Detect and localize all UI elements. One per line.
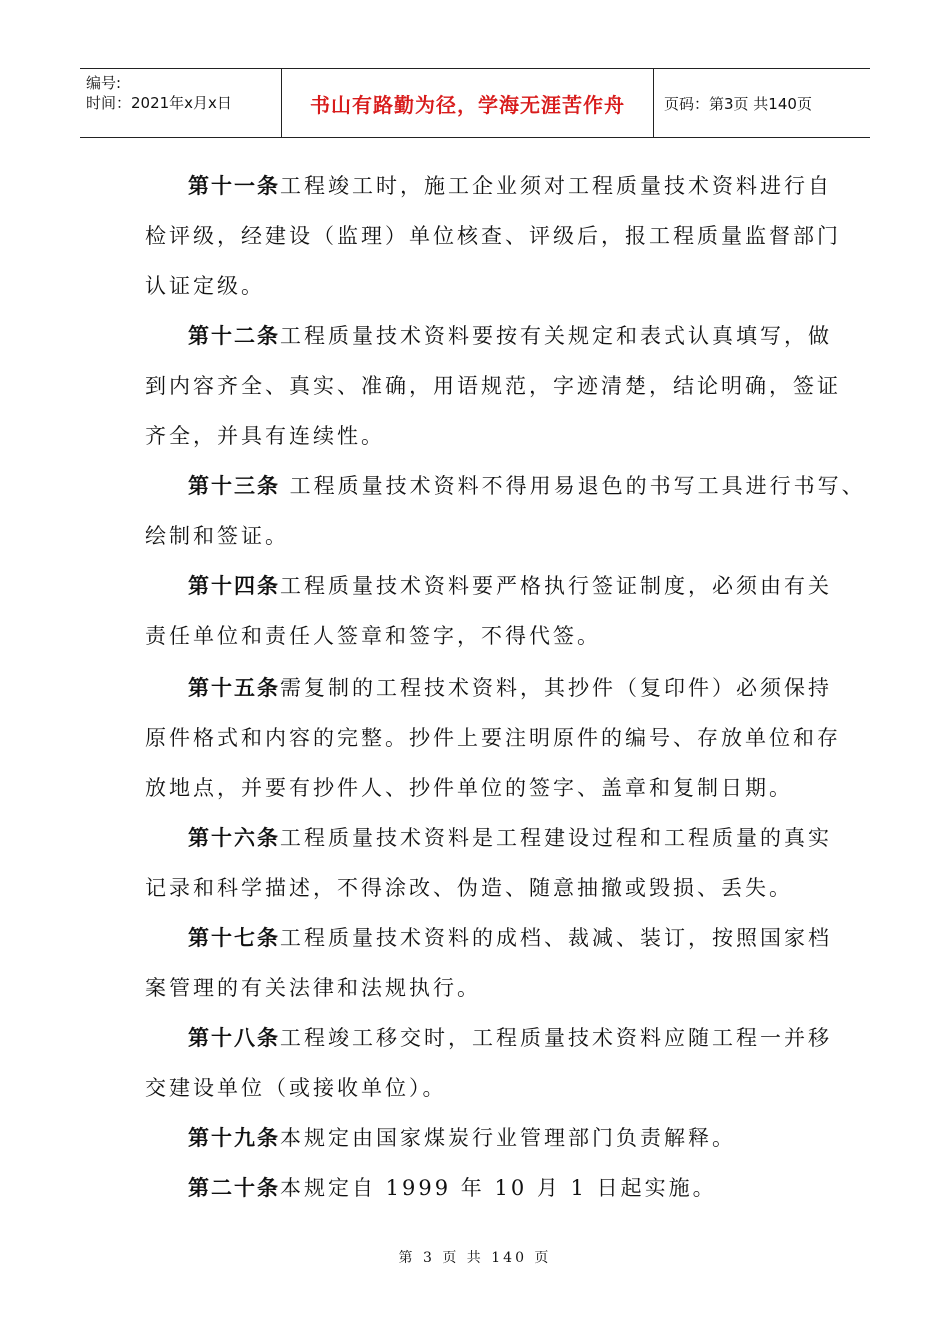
article-title: 第十八条 (188, 1026, 280, 1050)
article-text: 到内容齐全、真实、准确，用语规范，字迹清楚，结论明确，签证 (145, 374, 841, 398)
article-text: 本规定由国家煤炭行业管理部门负责解释。 (280, 1126, 736, 1150)
article-text: 工程质量技术资料要按有关规定和表式认真填写，做 (280, 324, 832, 348)
article-first-line (188, 470, 866, 500)
article-title: 第十三条 (188, 474, 280, 498)
article-first-line (188, 1172, 717, 1202)
article-title: 第十二条 (188, 324, 280, 348)
article-text: 认证定级。 (145, 274, 265, 298)
number-label: 编号: (86, 74, 122, 92)
article-line (145, 520, 289, 550)
article-line (145, 722, 841, 752)
article-line (145, 220, 841, 250)
article-title: 第十九条 (188, 1126, 280, 1150)
article-text: 检评级，经建设（监理）单位核查、评级后，报工程质量监督部门 (145, 224, 841, 248)
article-line (145, 370, 841, 400)
article-title: 第十六条 (188, 826, 280, 850)
article-line (145, 420, 385, 450)
article-line (145, 972, 481, 1002)
article-text: 工程竣工时，施工企业须对工程质量技术资料进行自 (280, 174, 832, 198)
article-first-line (188, 320, 832, 350)
article-text: 案管理的有关法律和法规执行。 (145, 976, 481, 1000)
article-text: 绘制和签证。 (145, 524, 289, 548)
article-line (145, 620, 601, 650)
page-footer: 第 3 页 共 140 页 (398, 1250, 552, 1266)
header-motto (282, 69, 654, 137)
article-text: 记录和科学描述，不得涂改、伪造、随意抽撤或毁损、丢失。 (145, 876, 793, 900)
article-title: 第十四条 (188, 574, 280, 598)
article-line (145, 1072, 447, 1102)
page-header (80, 68, 870, 138)
article-text: 齐全，并具有连续性。 (145, 424, 385, 448)
header-meta (80, 69, 282, 137)
article-first-line (188, 570, 832, 600)
time-label: 时间：2021年x月x日 (86, 94, 232, 112)
article-text: 工程质量技术资料是工程建设过程和工程质量的真实 (280, 826, 832, 850)
article-text: 工程质量技术资料要严格执行签证制度，必须由有关 (280, 574, 832, 598)
article-text: 交建设单位（或接收单位）。 (145, 1076, 447, 1100)
article-first-line (188, 1022, 832, 1052)
article-line (145, 772, 793, 802)
article-title: 第二十条 (188, 1176, 280, 1200)
article-first-line (188, 170, 832, 200)
article-text: 工程竣工移交时，工程质量技术资料应随工程一并移 (280, 1026, 832, 1050)
article-first-line (188, 822, 832, 852)
article-text: 责任单位和责任人签章和签字，不得代签。 (145, 624, 601, 648)
article-title: 第十五条 (188, 676, 280, 700)
motto-text: 书山有路勤为径，学海无涯苦作舟 (310, 92, 625, 117)
article-title: 第十七条 (188, 926, 280, 950)
article-text: 本规定自 1999 年 10 月 1 日起实施。 (280, 1176, 717, 1200)
article-first-line (188, 672, 832, 702)
header-page-info (654, 69, 870, 137)
article-line (145, 872, 793, 902)
article-first-line (188, 922, 832, 952)
article-title: 第十一条 (188, 174, 280, 198)
article-text: 工程质量技术资料不得用易退色的书写工具进行书写、 (280, 474, 866, 498)
article-first-line (188, 1122, 736, 1152)
page-info-text: 页码：第3页 共140页 (664, 94, 812, 113)
article-text: 原件格式和内容的完整。抄件上要注明原件的编号、存放单位和存 (145, 726, 841, 750)
article-text: 需复制的工程技术资料，其抄件（复印件）必须保持 (280, 676, 832, 700)
article-text: 放地点，并要有抄件人、抄件单位的签字、盖章和复制日期。 (145, 776, 793, 800)
article-line (145, 270, 265, 300)
article-text: 工程质量技术资料的成档、裁减、装订，按照国家档 (280, 926, 832, 950)
